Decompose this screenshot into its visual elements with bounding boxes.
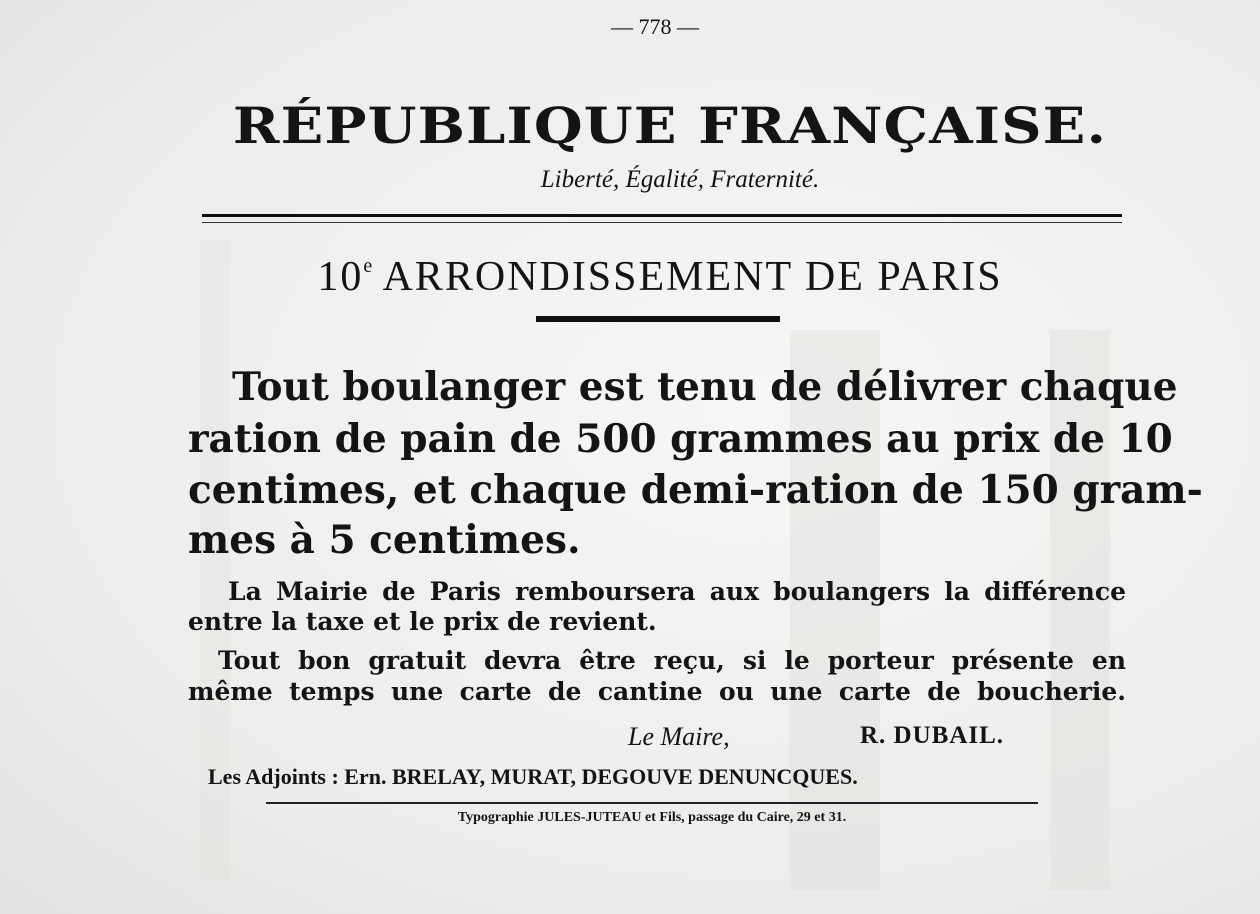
note-line: La Mairie de Paris remboursera aux boulangers la différence bbox=[228, 577, 1126, 606]
note-line: même temps une carte de cantine ou une carte de boucherie. bbox=[188, 677, 1126, 706]
motto: Liberté, Égalité, Fraternité. bbox=[540, 166, 820, 193]
printer-imprint: Typographie JULES-JUTEAU et Fils, passage du Caire, 29 et 31. bbox=[457, 810, 847, 825]
arrondissement-number: 10 bbox=[317, 254, 364, 300]
decree-line: centimes, et chaque demi-ration de 150 gram- bbox=[188, 467, 1203, 513]
bleed-through-mark bbox=[790, 330, 880, 890]
decree-line: ration de pain de 500 grammes au prix de 10 bbox=[188, 416, 1173, 462]
arrondissement-superscript: e bbox=[363, 255, 373, 277]
divider-rule bbox=[202, 214, 1122, 217]
footer-rule bbox=[266, 802, 1038, 804]
page-number: — 778 — bbox=[611, 14, 699, 39]
adjoints-line: Les Adjoints : Ern. BRELAY, MURAT, DEGOUVE DENUNCQUES. bbox=[208, 764, 858, 789]
divider-rule bbox=[202, 222, 1122, 223]
decree-line: Tout boulanger est tenu de délivrer chaque bbox=[232, 364, 1178, 410]
short-divider-rule bbox=[536, 316, 780, 322]
note-line: Tout bon gratuit devra être reçu, si le porteur présente en bbox=[218, 646, 1126, 675]
arrondissement-heading bbox=[180, 253, 1140, 301]
arrondissement-text: ARRONDISSEMENT DE PARIS bbox=[382, 254, 1003, 300]
signature-role: Le Maire, bbox=[628, 722, 730, 751]
decree-line: mes à 5 centimes. bbox=[188, 517, 581, 563]
bleed-through-mark bbox=[1050, 330, 1110, 890]
note-line: entre la taxe et le prix de revient. bbox=[188, 607, 657, 636]
poster-title: RÉPUBLIQUE FRANÇAISE. bbox=[232, 96, 1108, 155]
signature-name: R. DUBAIL. bbox=[860, 722, 1005, 749]
